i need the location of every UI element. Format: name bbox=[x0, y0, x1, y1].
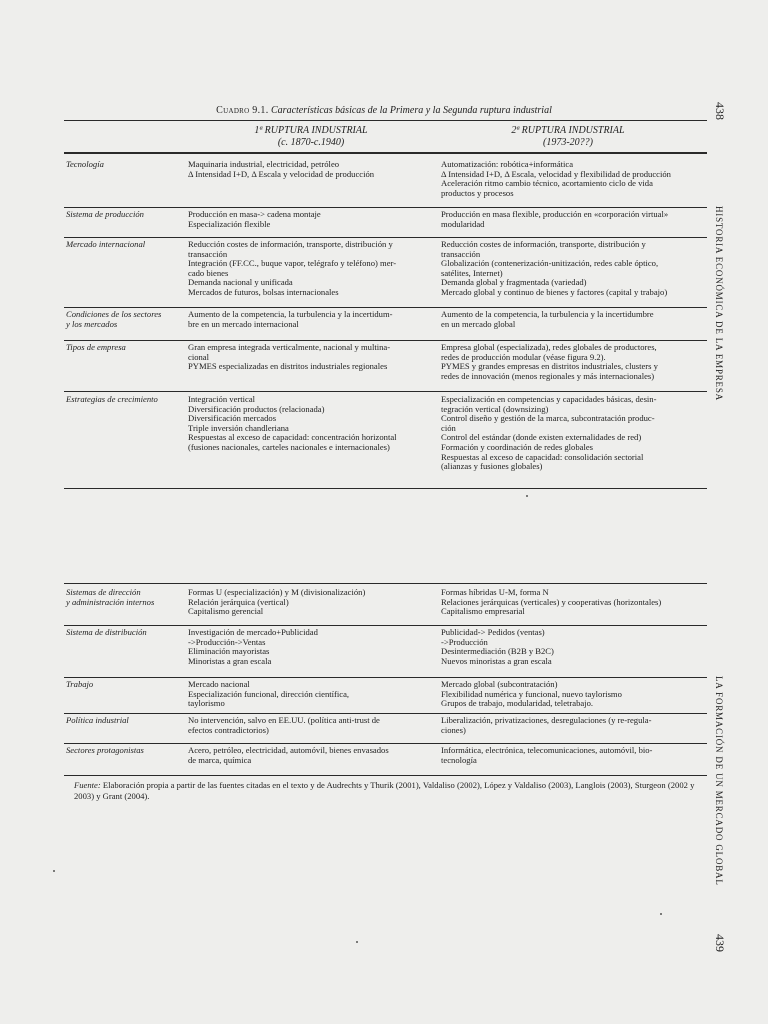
cell-line: Mercado global y continuo de bienes y factores (capital y trabajo) bbox=[441, 286, 668, 297]
cell-line: PYMES especializadas en distritos industriales regionales bbox=[188, 361, 388, 372]
cell-second bbox=[441, 210, 668, 229]
cell-line: Respuestas al exceso de capacidad: consolidación sectorial bbox=[441, 451, 644, 462]
row-separator bbox=[64, 625, 707, 626]
cell-first bbox=[188, 240, 396, 298]
cell-line: taylorismo bbox=[188, 698, 225, 709]
source-text: Elaboración propia a partir de las fuentes citadas en el texto y de Audrechts y Thurik (2001), Valdaliso (2002), López y Valdaliso (2003), Langlois (2003), Sturgeon (2002 y 2003) y Grant (2004). bbox=[74, 780, 695, 801]
cell-line: satélites, Internet) bbox=[441, 267, 503, 278]
cell-line: Maquinaria industrial, electricidad, petróleo bbox=[188, 159, 340, 169]
cell-second bbox=[441, 588, 661, 617]
cell-first bbox=[188, 628, 318, 666]
column-header-second bbox=[440, 125, 696, 149]
cell-line: Capitalismo empresarial bbox=[441, 606, 525, 617]
caption-title: Características básicas de la Primera y la Segunda ruptura industrial bbox=[271, 105, 552, 116]
cell-line: Aceleración ritmo cambio técnico, acortamiento ciclo de vida bbox=[441, 178, 653, 189]
row-label bbox=[66, 395, 158, 405]
row-label bbox=[66, 680, 93, 690]
scan-speck bbox=[53, 870, 55, 872]
running-head-bottom: LA FORMACIÓN DE UN MERCADO GLOBAL bbox=[714, 676, 724, 886]
row-label-line: Política industrial bbox=[66, 715, 129, 725]
source-label: Fuente: bbox=[74, 780, 101, 790]
cell-line: Capitalismo gerencial bbox=[188, 606, 264, 617]
row-label bbox=[66, 310, 161, 329]
cell-line: tecnología bbox=[441, 754, 477, 765]
row-label bbox=[66, 240, 145, 250]
row-separator bbox=[64, 307, 707, 308]
row-label-line: Tecnología bbox=[66, 159, 104, 169]
caption-label: Cuadro 9.1. bbox=[216, 105, 269, 116]
cell-line: Flexibilidad numérica y funcional, nuevo taylorismo bbox=[441, 688, 622, 699]
cell-line: Demanda nacional y unificada bbox=[188, 277, 293, 288]
cell-line: tegración vertical (downsizing) bbox=[441, 403, 549, 414]
cell-line: Δ Intensidad I+D, Δ Escala, velocidad y flexibilidad de producción bbox=[441, 168, 671, 179]
cell-line: Globalización (contenerización-unitización, redes cable óptico, bbox=[441, 258, 659, 269]
cell-line: Publicidad-> Pedidos (ventas) bbox=[441, 627, 545, 637]
cell-line: cional bbox=[188, 351, 209, 362]
continuation-rule-top bbox=[64, 583, 707, 584]
page-number-top: 438 bbox=[713, 102, 727, 120]
row-separator bbox=[64, 391, 707, 392]
cell-line: Desintermediación (B2B y B2C) bbox=[441, 646, 554, 657]
cell-line: Acero, petróleo, electricidad, automóvil, bienes envasados bbox=[188, 745, 389, 755]
cell-line: PYMES y grandes empresas en distritos industriales, clusters y bbox=[441, 361, 658, 372]
cell-line: Especialización flexible bbox=[188, 218, 271, 229]
cell-second bbox=[441, 160, 671, 198]
cell-line: modularidad bbox=[441, 218, 485, 229]
row-label-line: y los mercados bbox=[66, 318, 118, 329]
cell-line: redes de producción modular (véase figura 9.2). bbox=[441, 351, 606, 362]
cell-line: Minoristas a gran escala bbox=[188, 655, 272, 666]
cell-line: Integración (FF.CC., buque vapor, telégrafo y teléfono) mer- bbox=[188, 258, 397, 269]
cell-first bbox=[188, 746, 389, 765]
cell-second bbox=[441, 716, 651, 735]
cell-line: Demanda global y fragmentada (variedad) bbox=[441, 277, 587, 288]
cell-line: Mercado global (subcontratación) bbox=[441, 679, 558, 689]
cell-first bbox=[188, 680, 349, 709]
cell-line: Automatización: robótica+informática bbox=[441, 159, 574, 169]
column-first-title: 1ª RUPTURA INDUSTRIAL bbox=[254, 125, 368, 136]
cell-line: Mercados de futuros, bolsas internacionales bbox=[188, 286, 339, 297]
cell-first bbox=[188, 310, 393, 329]
row-label bbox=[66, 588, 154, 607]
row-label-line: Trabajo bbox=[66, 679, 94, 689]
column-second-title: 2ª RUPTURA INDUSTRIAL bbox=[511, 125, 625, 136]
column-first-period: (c. 1870-c.1940) bbox=[277, 137, 345, 148]
cell-line: bre en un mercado internacional bbox=[188, 318, 299, 329]
cell-line: Producción en masa flexible, producción en «corporación virtual» bbox=[441, 209, 669, 219]
cell-line: Producción en masa-> cadena montaje bbox=[188, 209, 321, 219]
cell-line: Formación y coordinación de redes globales bbox=[441, 441, 594, 452]
cell-line: ciones) bbox=[441, 724, 466, 735]
row-separator bbox=[64, 207, 707, 208]
cell-second bbox=[441, 310, 654, 329]
cell-line: Informática, electrónica, telecomunicaciones, automóvil, bio- bbox=[441, 745, 653, 755]
column-second-period: (1973-20??) bbox=[543, 137, 593, 148]
cell-line: Respuestas al exceso de capacidad: concentración horizontal bbox=[188, 432, 397, 443]
row-label-line: Mercado internacional bbox=[66, 239, 146, 249]
cell-first bbox=[188, 716, 380, 735]
row-separator bbox=[64, 340, 707, 341]
scan-speck bbox=[660, 913, 662, 915]
row-separator bbox=[64, 237, 707, 238]
cell-line: en un mercado global bbox=[441, 318, 516, 329]
scan-speck bbox=[526, 495, 528, 497]
cell-line: Formas U (especialización) y M (divisionalización) bbox=[188, 587, 366, 597]
cell-line: Diversificación mercados bbox=[188, 413, 277, 424]
cell-line: Formas híbridas U-M, forma N bbox=[441, 587, 549, 597]
cell-line: Δ Intensidad I+D, Δ Escala y velocidad de producción bbox=[188, 168, 375, 179]
row-label bbox=[66, 746, 144, 756]
cell-first bbox=[188, 343, 390, 372]
cell-line: de marca, química bbox=[188, 754, 252, 765]
cell-line: Nuevos minoristas a gran escala bbox=[441, 655, 552, 666]
row-label-line: Condiciones de los sectores bbox=[66, 309, 162, 319]
scan-speck bbox=[356, 941, 358, 943]
row-label bbox=[66, 343, 126, 353]
cell-line: ->Producción bbox=[441, 636, 488, 647]
cell-second bbox=[441, 628, 554, 666]
cell-line: Control diseño y gestión de la marca, subcontratación produc- bbox=[441, 413, 655, 424]
cell-line: Gran empresa integrada verticalmente, nacional y multina- bbox=[188, 342, 391, 352]
cell-line: efectos contradictorios) bbox=[188, 724, 269, 735]
cell-line: Empresa global (especializada), redes globales de productores, bbox=[441, 342, 657, 352]
row-label bbox=[66, 160, 104, 170]
row-label-line: y administración internos bbox=[66, 596, 155, 607]
cell-line: ->Producción->Ventas bbox=[188, 636, 266, 647]
cell-first bbox=[188, 210, 321, 229]
cell-line: Relación jerárquica (vertical) bbox=[188, 596, 289, 607]
cell-line: (fusiones nacionales, carteles nacionales e internacionales) bbox=[188, 441, 390, 452]
row-separator bbox=[64, 677, 707, 678]
cell-first bbox=[188, 395, 397, 453]
row-separator bbox=[64, 743, 707, 744]
cell-line: Aumento de la competencia, la turbulencia y la incertidum- bbox=[188, 309, 393, 319]
row-label-line: Estrategias de crecimiento bbox=[66, 394, 158, 404]
cell-line: Reducción costes de información, transporte, distribución y bbox=[441, 239, 646, 249]
cell-line: Investigación de mercado+Publicidad bbox=[188, 627, 318, 637]
row-label-line: Sistemas de dirección bbox=[66, 587, 141, 597]
cell-line: (alianzas y fusiones globales) bbox=[441, 461, 543, 472]
row-label bbox=[66, 628, 147, 638]
cell-line: transacción bbox=[441, 248, 481, 259]
cell-line: Reducción costes de información, transporte, distribución y bbox=[188, 239, 393, 249]
row-label-line: Sectores protagonistas bbox=[66, 745, 144, 755]
cell-line: Control del estándar (donde existen externalidades de red) bbox=[441, 432, 642, 443]
cell-line: cado bienes bbox=[188, 267, 229, 278]
cell-line: productos y procesos bbox=[441, 187, 514, 198]
running-head-top: HISTORIA ECONÓMICA DE LA EMPRESA bbox=[714, 206, 724, 401]
cell-line: Mercado nacional bbox=[188, 679, 250, 689]
cell-line: Aumento de la competencia, la turbulencia y la incertidumbre bbox=[441, 309, 654, 319]
row-label-line: Sistema de producción bbox=[66, 209, 144, 219]
cell-line: Diversificación productos (relacionada) bbox=[188, 403, 325, 414]
table-caption bbox=[0, 105, 768, 116]
row-separator bbox=[64, 488, 707, 489]
cell-line: ción bbox=[441, 422, 456, 433]
cell-line: Triple inversión chandleriana bbox=[188, 422, 289, 433]
cell-line: Grupos de trabajo, modularidad, teletrabajo. bbox=[441, 698, 594, 709]
cell-second bbox=[441, 240, 667, 298]
row-label-line: Sistema de distribución bbox=[66, 627, 147, 637]
cell-second bbox=[441, 395, 656, 472]
cell-first bbox=[188, 588, 365, 617]
cell-line: Especialización en competencias y capacidades básicas, desin- bbox=[441, 394, 657, 404]
cell-line: No intervención, salvo en EE.UU. (política anti-trust de bbox=[188, 715, 380, 725]
table-source-note bbox=[74, 780, 714, 802]
page-number-bottom: 439 bbox=[713, 934, 727, 952]
cell-line: Eliminación mayoristas bbox=[188, 646, 270, 657]
header-rule-top bbox=[64, 120, 707, 121]
cell-line: Relaciones jerárquicas (verticales) y cooperativas (horizontales) bbox=[441, 596, 662, 607]
cell-line: Integración vertical bbox=[188, 394, 256, 404]
cell-second bbox=[441, 746, 652, 765]
cell-line: Especialización funcional, dirección científica, bbox=[188, 688, 350, 699]
header-rule-bottom bbox=[64, 152, 707, 154]
cell-second bbox=[441, 680, 622, 709]
cell-line: Liberalización, privatizaciones, desregulaciones (y re-regula- bbox=[441, 715, 652, 725]
cell-first bbox=[188, 160, 374, 179]
row-separator bbox=[64, 713, 707, 714]
row-separator bbox=[64, 775, 707, 776]
column-header-first bbox=[186, 125, 436, 149]
cell-second bbox=[441, 343, 658, 381]
row-label bbox=[66, 210, 144, 220]
cell-line: transacción bbox=[188, 248, 228, 259]
cell-line: redes de innovación (menos regionales y más internacionales) bbox=[441, 370, 655, 381]
row-label-line: Tipos de empresa bbox=[66, 342, 126, 352]
row-label bbox=[66, 716, 129, 726]
